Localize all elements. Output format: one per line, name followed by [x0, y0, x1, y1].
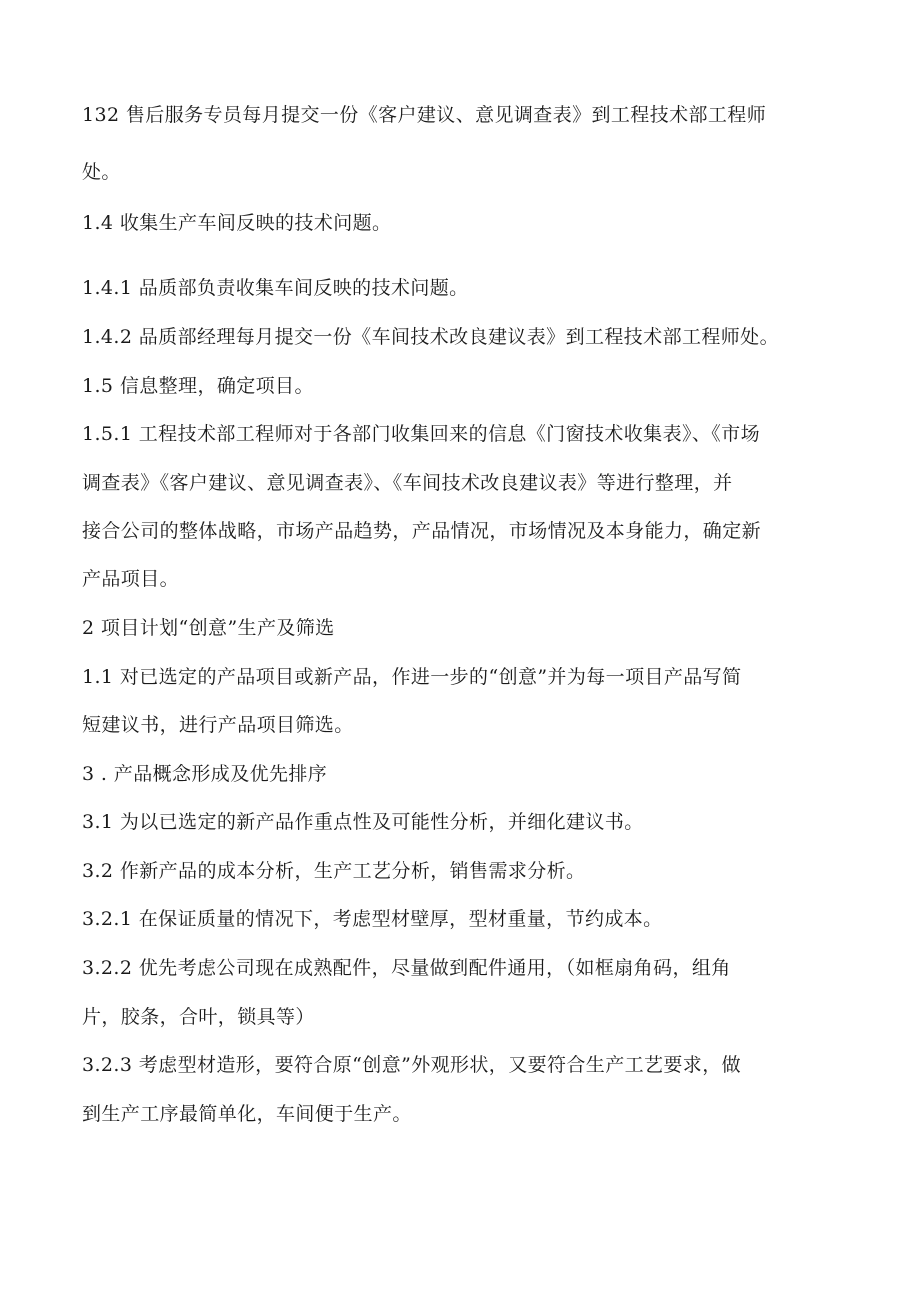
text-line: 产品项目。 — [82, 568, 180, 590]
text-line: 132 售后服务专员每月提交一份《客户建议、意见调查表》到工程技术部工程师 — [82, 104, 767, 126]
text-line: 片，胶条，合叶，锁具等） — [82, 1006, 315, 1028]
text-line: 3.1 为以已选定的新产品作重点性及可能性分析，并细化建议书。 — [82, 811, 644, 833]
text-line: 3 . 产品概念形成及优先排序 — [82, 763, 328, 785]
text-line: 1.4.2 品质部经理每月提交一份《车间技术改良建议表》到工程技术部工程师处。 — [82, 326, 779, 348]
text-line: 接合公司的整体战略，市场产品趋势，产品情况，市场情况及本身能力，确定新 — [82, 520, 762, 542]
text-line: 3.2.1 在保证质量的情况下，考虑型材壁厚，型材重量，节约成本。 — [82, 908, 663, 930]
text-line: 1.5 信息整理，确定项目。 — [82, 375, 314, 397]
text-line: 到生产工序最简单化，车间便于生产。 — [82, 1103, 412, 1125]
text-line: 1.4 收集生产车间反映的技术问题。 — [82, 212, 392, 234]
text-line: 调查表》《客户建议、意见调查表》、《车间技术改良建议表》等进行整理，并 — [82, 472, 733, 494]
text-line: 1.1 对已选定的产品项目或新产品，作进一步的“创意”并为每一项目产品写简 — [82, 666, 742, 688]
text-line: 3.2.2 优先考虑公司现在成熟配件，尽量做到配件通用，（如框扇角码，组角 — [82, 957, 731, 979]
text-line: 处。 — [82, 161, 121, 183]
text-line: 短建议书，进行产品项目筛选。 — [82, 714, 354, 736]
text-line: 3.2.3 考虑型材造形，要符合原“创意”外观形状，又要符合生产工艺要求，做 — [82, 1054, 742, 1076]
text-line: 2 项目计划“创意”生产及筛选 — [82, 617, 335, 639]
text-line: 1.5.1 工程技术部工程师对于各部门收集回来的信息《门窗技术收集表》、《市场 — [82, 423, 760, 445]
text-line: 1.4.1 品质部负责收集车间反映的技术问题。 — [82, 277, 469, 299]
text-line: 3.2 作新产品的成本分析，生产工艺分析，销售需求分析。 — [82, 860, 586, 882]
